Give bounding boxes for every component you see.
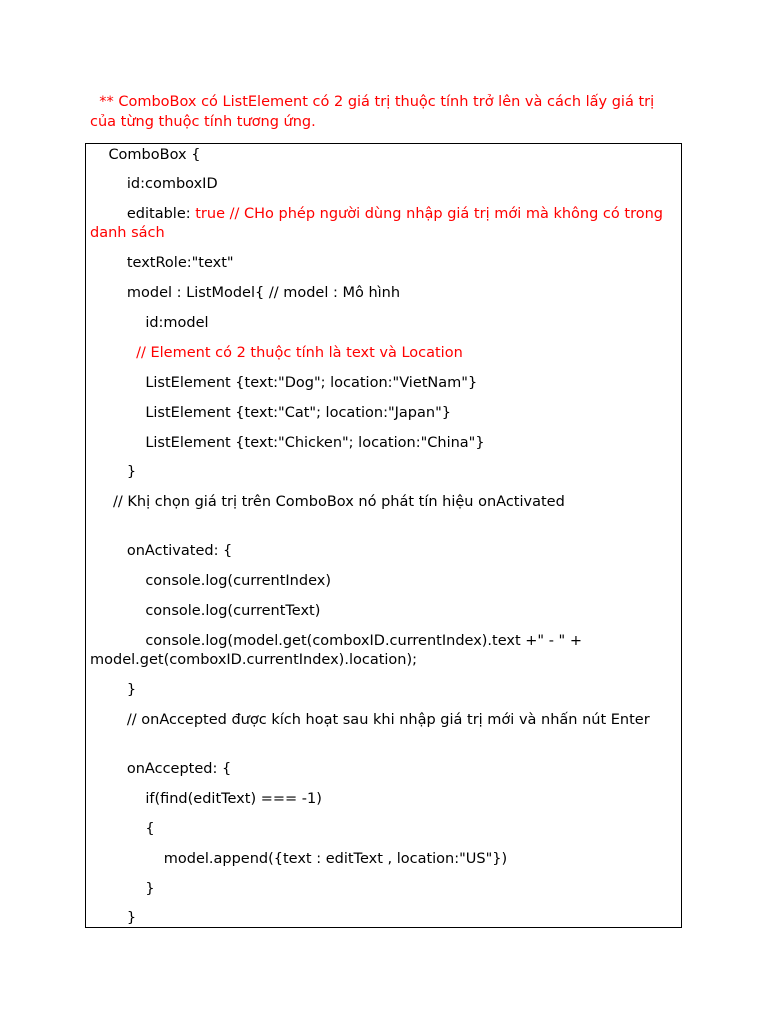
code-line: console.log(currentIndex) bbox=[90, 573, 331, 589]
code-line: // onAccepted được kích hoạt sau khi nhập giá trị mới và nhấn nút Enter bbox=[90, 712, 650, 728]
code-line: { bbox=[90, 821, 155, 837]
code-line: model : ListModel{ // model : Mô hình bbox=[90, 285, 401, 301]
code-line: } bbox=[90, 910, 137, 926]
code-line-editable bbox=[90, 205, 678, 243]
code-block bbox=[85, 143, 682, 928]
section-heading: ** ComboBox có ListElement có 2 giá trị thuộc tính trở lên và cách lấy giá trị của từng thuộc tính tương ứng. bbox=[90, 94, 659, 130]
code-line: } bbox=[90, 464, 137, 480]
code-line: ListElement {text:"Cat"; location:"Japan"} bbox=[90, 405, 451, 421]
code-line: onActivated: { bbox=[90, 543, 233, 559]
code-line: ListElement {text:"Dog"; location:"VietNam"} bbox=[90, 375, 478, 391]
code-line: } bbox=[90, 682, 137, 698]
code-line: ComboBox { bbox=[90, 147, 201, 163]
code-line: ListElement {text:"Chicken"; location:"China"} bbox=[90, 435, 485, 451]
code-comment: // Element có 2 thuộc tính là text và Location bbox=[90, 345, 463, 361]
code-line: textRole:"text" bbox=[90, 255, 234, 271]
code-comment: true // CHo phép người dùng nhập giá trị mới mà không có trong danh sách bbox=[90, 206, 668, 241]
code-line: } bbox=[90, 881, 155, 897]
code-line: console.log(model.get(comboxID.currentIndex).text +" - " + model.get(comboxID.currentIndex).location); bbox=[90, 633, 587, 668]
code-line: id:comboxID bbox=[90, 176, 218, 192]
code-text: editable: bbox=[90, 206, 196, 222]
code-line: onAccepted: { bbox=[90, 761, 232, 777]
code-line: // Khị chọn giá trị trên ComboBox nó phát tín hiệu onActivated bbox=[90, 494, 565, 510]
code-line: id:model bbox=[90, 315, 209, 331]
code-line: if(find(editText) === -1) bbox=[90, 791, 322, 807]
code-line: model.append({text : editText , location:"US"}) bbox=[90, 851, 508, 867]
code-line: console.log(currentText) bbox=[90, 603, 321, 619]
